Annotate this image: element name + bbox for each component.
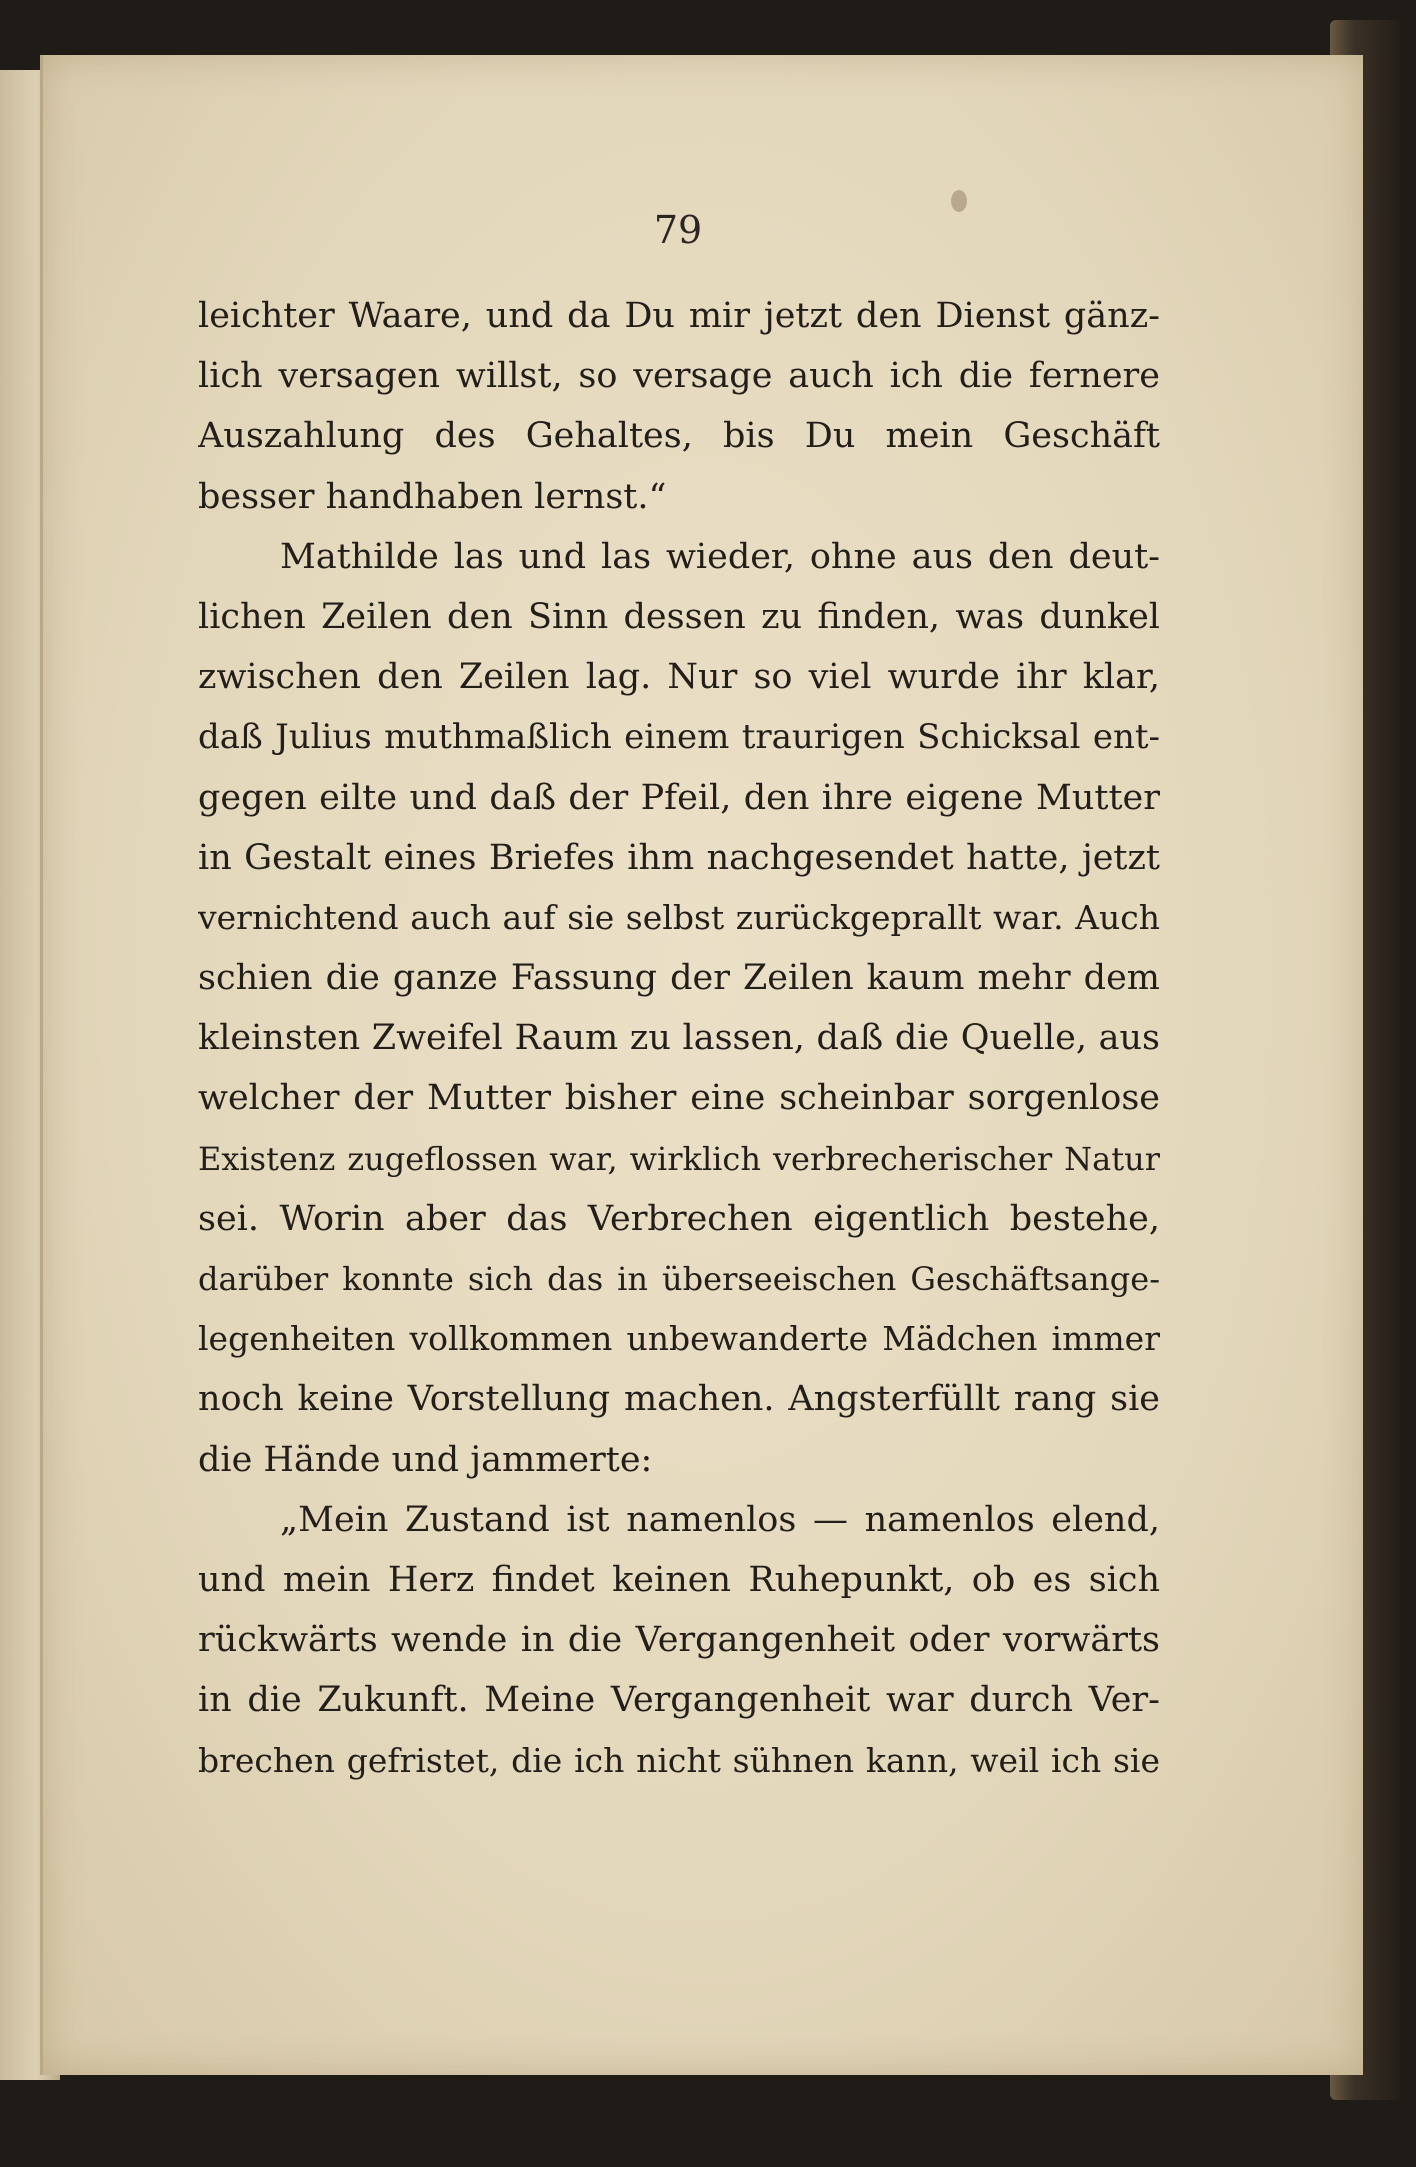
text-line: welcher der Mutter bisher eine scheinbar sorgenlose <box>198 1078 1160 1119</box>
text-line: darüber konnte sich das in überseeischen Geschäftsange- <box>198 1260 1160 1298</box>
text-line: in Gestalt eines Briefes ihm nachgesendet hatte, jetzt <box>198 837 1160 878</box>
text-line: kleinsten Zweifel Raum zu lassen, daß die Quelle, aus <box>198 1018 1160 1059</box>
text-line: leichter Waare, und da Du mir jetzt den Dienst gänz- <box>198 296 1160 336</box>
text-line: brechen gefristet, die ich nicht sühnen kann, weil ich sie <box>198 1740 1160 1780</box>
text-line: zwischen den Zeilen lag. Nur so viel wurde ihr klar, <box>198 657 1160 698</box>
text-line: schien die ganze Fassung der Zeilen kaum mehr dem <box>198 958 1160 999</box>
text-line: die Hände und jammerte: <box>198 1439 653 1480</box>
body-text <box>198 286 1160 1791</box>
text-line: gegen eilte und daß der Pfeil, den ihre eigene Mutter <box>198 777 1160 818</box>
text-line: daß Julius muthmaßlich einem traurigen Schicksal ent- <box>198 717 1160 758</box>
text-line: Existenz zugeflossen war, wirklich verbrecherischer Natur <box>198 1139 1160 1178</box>
text-line: rückwärts wende in die Vergangenheit oder vorwärts <box>198 1620 1160 1661</box>
text-line: legenheiten vollkommen unbewanderte Mädchen immer <box>198 1319 1160 1359</box>
text-line: lich versagen willst, so versage auch ich die fernere <box>198 356 1160 397</box>
page-number: 79 <box>653 208 703 252</box>
text-line: in die Zukunft. Meine Vergangenheit war durch Ver- <box>198 1680 1160 1721</box>
text-line: sei. Worin aber das Verbrechen eigentlich bestehe, <box>198 1198 1160 1239</box>
text-line: und mein Herz findet keinen Ruhepunkt, ob es sich <box>198 1559 1160 1600</box>
text-line: Auszahlung des Gehaltes, bis Du mein Geschäft <box>198 416 1160 457</box>
text-line: lichen Zeilen den Sinn dessen zu finden, was dunkel <box>198 596 1160 637</box>
text-line: besser handhaben lernst.“ <box>198 476 667 517</box>
paragraph-first-line: Mathilde las und las wieder, ohne aus den deut- <box>280 536 1160 577</box>
paragraph-first-line: „Mein Zustand ist namenlos — namenlos elend, <box>280 1499 1160 1540</box>
text-line: noch keine Vorstellung machen. Angsterfüllt rang sie <box>198 1379 1160 1420</box>
text-line: vernichtend auch auf sie selbst zurückgeprallt war. Auch <box>198 897 1160 937</box>
